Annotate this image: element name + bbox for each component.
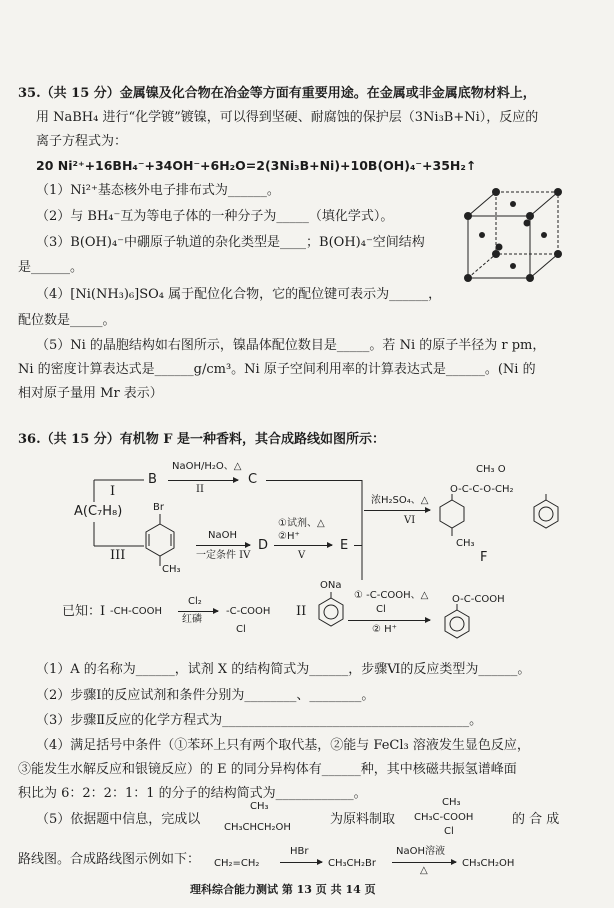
q35-part3b: 是______。 xyxy=(18,260,84,275)
arrow-to-f xyxy=(364,510,430,511)
q36-part4b: ③能发生水解反应和银镜反应）的 E 的同分异构体有______种，其中核磁共振氢谱峰面 xyxy=(18,762,517,777)
step-4-reagent: NaOH xyxy=(208,530,237,541)
compound-f: F xyxy=(480,550,488,565)
step-5-reagent-1: ①试剂、△ xyxy=(278,518,325,529)
step-6-reagent: 浓H₂SO₄、△ xyxy=(371,495,429,506)
step-2-label: II xyxy=(196,484,204,495)
methyl-label: CH₃ xyxy=(162,564,181,575)
step-6-label: VI xyxy=(404,515,416,526)
f-top-groups: CH₃ O xyxy=(476,464,506,475)
known-r2-b: ② H⁺ xyxy=(372,624,397,635)
step-5-reagent-2: ②H⁺ xyxy=(278,531,300,542)
f-rings xyxy=(436,494,576,544)
q36-part5a: （5）依据题中信息，完成以 xyxy=(36,812,201,827)
example-arrow-2 xyxy=(392,862,456,863)
step-5-label: V xyxy=(298,550,306,561)
arrow-b-to-c xyxy=(168,480,238,481)
known-product-2: O-C-COOH xyxy=(452,594,505,605)
q35-part3a: （3）B(OH)₄⁻中硼原子轨道的杂化类型是____；B(OH)₄⁻空间结构 xyxy=(36,235,425,250)
known-product-1: -C-COOH xyxy=(226,606,271,617)
step-4-cond: 一定条件 IV xyxy=(196,550,251,561)
q35-part2: （2）与 BH₄⁻互为等电子体的一种分子为_____（填化学式）。 xyxy=(36,209,394,224)
line-e-join xyxy=(354,545,362,546)
q36-part5-mid: 为原料制取 xyxy=(330,812,396,827)
p5-reactant: CH₃CHCH₂OH xyxy=(224,822,291,833)
known-r2-a-cl: Cl xyxy=(376,604,386,615)
example-r1: HBr xyxy=(290,846,309,857)
q35-part5c: 相对原子量用 Mr 表示） xyxy=(18,386,163,401)
known-r2-a-num: ① xyxy=(354,590,363,601)
p5-product: CH₃C-COOH xyxy=(414,812,474,823)
step-1-label: I xyxy=(110,484,116,499)
arrow-d-to-e xyxy=(274,545,332,546)
q35-equation: 20 Ni²⁺+16BH₄⁻+34OH⁻+6H₂O=2(3Ni₃B+Ni)+10B(OH)₄⁻+35H₂↑ xyxy=(36,158,477,173)
example-r2: NaOH溶液 xyxy=(396,846,445,857)
compound-e: E xyxy=(340,538,349,553)
known-product-1-cl: Cl xyxy=(236,624,246,635)
q36-line1: 36.（共 15 分）有机物 F 是一种香料，其合成路线如图所示： xyxy=(18,432,386,447)
known-r2-a-text: -C-COOH xyxy=(366,590,411,601)
f-methyl: CH₃ xyxy=(456,538,475,549)
f-chain: O-C-C-O-CH₂ xyxy=(450,484,514,495)
known-label: 已知： xyxy=(62,604,102,619)
compound-b: B xyxy=(148,472,157,487)
q36-part1: （1）A 的名称为______，试剂 X 的结构简式为______，步骤Ⅵ的反应类型为______。 xyxy=(36,662,531,677)
bromo-label: Br xyxy=(153,502,164,513)
q36-part5b: 路线图。合成路线图示例如下： xyxy=(18,852,201,867)
known-i: I xyxy=(100,604,106,619)
q36-part4c: 积比为 6：2：2：1：1 的分子的结构简式为____________。 xyxy=(18,786,367,801)
phenoxide-ring xyxy=(316,592,346,626)
known-arrow-1 xyxy=(178,611,218,612)
example-arrow-1 xyxy=(280,862,322,863)
ni-unit-cell-figure xyxy=(460,186,570,286)
line-c-down xyxy=(362,480,366,580)
known-r1-top: Cl₂ xyxy=(188,596,202,607)
step-2-reagent: NaOH/H₂O、△ xyxy=(172,461,242,472)
p5-product-ch3: CH₃ xyxy=(442,797,461,808)
q35-part1: （1）Ni²⁺基态核外电子排布式为______。 xyxy=(36,183,280,198)
q36-part5-end: 的 合 成 xyxy=(512,812,560,827)
q35-part4a: （4）[Ni(NH₃)₆]SO₄ 属于配位化合物，它的配位键可表示为______， xyxy=(36,287,442,302)
compound-d: D xyxy=(258,538,269,553)
q35-line1: 35.（共 15 分）金属镍及化合物在冶金等方面有重要用途。在金属或非金属底物材料上， xyxy=(18,86,536,101)
q36-part3: （3）步骤Ⅱ反应的化学方程式为______________________________________。 xyxy=(36,713,483,728)
arrow-to-d xyxy=(196,545,250,546)
q36-part2: （2）步骤Ⅰ的反应试剂和条件分别为________、________。 xyxy=(36,688,375,703)
known-arrow-2 xyxy=(348,620,430,621)
p5-reactant-ch3: CH₃ xyxy=(250,801,269,812)
known-ona: ONa xyxy=(320,580,342,591)
known-ii: II xyxy=(296,604,307,619)
step-3-label: III xyxy=(110,548,126,563)
example-r2-heat: △ xyxy=(420,865,428,876)
line-c-to-right xyxy=(266,480,362,481)
compound-a: A(C₇H₈) xyxy=(74,504,123,519)
example-end: CH₃CH₂OH xyxy=(462,858,515,869)
q35-line2: 用 NaBH₄ 进行“化学镀”镀镍，可以得到坚硬、耐腐蚀的保护层（3Ni₃B+Ni），反应的 xyxy=(36,110,539,125)
q36-part4a: （4）满足括号中条件（①苯环上只有两个取代基，②能与 FeCl₃ 溶液发生显色反应， xyxy=(36,738,530,753)
known-r1-bottom: 红磷 xyxy=(182,614,202,625)
known-r2-a xyxy=(354,590,428,602)
q35-line3: 离子方程式为： xyxy=(36,134,128,149)
example-start: CH₂=CH₂ xyxy=(214,858,260,869)
aryloxy-ring xyxy=(442,604,472,638)
page-footer: 理科综合能力测试 第 13 页 共 14 页 xyxy=(190,883,376,896)
q35-part5b: Ni 的密度计算表达式是______g/cm³。Ni 原子空间利用率的计算表达式是______。(Ni 的 xyxy=(18,362,536,377)
known-r2-a-heat: 、△ xyxy=(410,590,429,601)
compound-c: C xyxy=(248,472,258,487)
p-bromotoluene-structure xyxy=(140,512,180,572)
q35-part5a: （5）Ni 的晶胞结构如右图所示，镍晶体配位数目是_____。若 Ni 的原子半径为 r pm， xyxy=(36,338,546,353)
example-mid: CH₃CH₂Br xyxy=(328,858,376,869)
known-reactant: -CH-COOH xyxy=(110,606,162,617)
q35-part4b: 配位数是_____。 xyxy=(18,313,116,328)
p5-product-cl: Cl xyxy=(444,826,454,837)
